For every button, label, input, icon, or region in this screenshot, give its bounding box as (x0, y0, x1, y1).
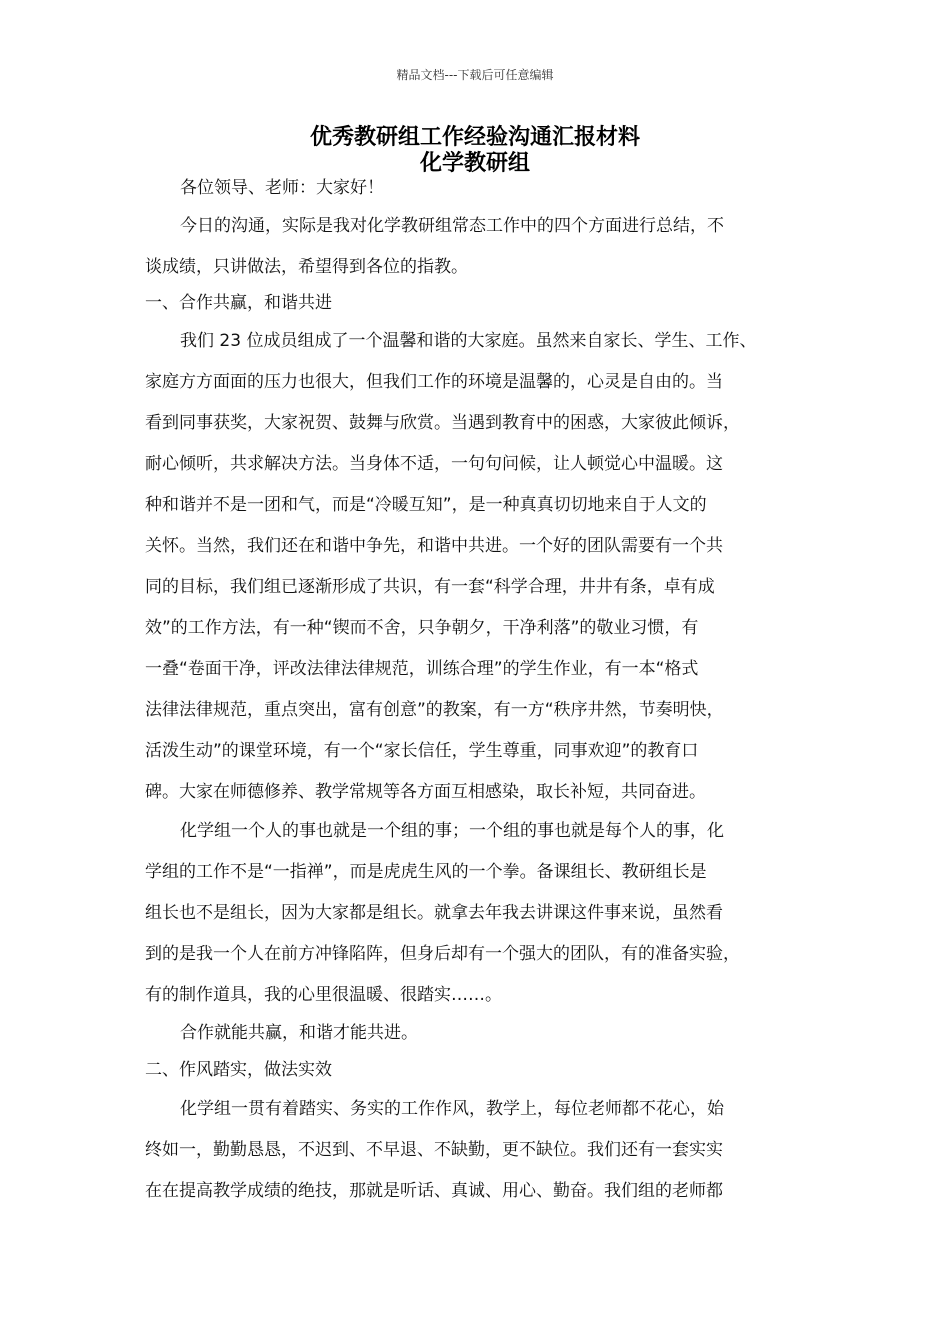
section-heading: 一、合作共赢，和谐共进 (145, 293, 332, 313)
body-line: 碑。大家在师德修养、教学常规等各方面互相感染，取长补短，共同奋进。 (145, 782, 706, 802)
body-line: 在在提高教学成绩的绝技，那就是听话、真诚、用心、勤奋。我们组的老师都 (145, 1181, 723, 1201)
body-line: 看到同事获奖，大家祝贺、鼓舞与欣赏。当遇到教育中的困惑，大家彼此倾诉， (145, 413, 740, 433)
document-title: 优秀教研组工作经验沟通汇报材料 (309, 124, 640, 150)
body-line: 到的是我一个人在前方冲锋陷阵，但身后却有一个强大的团队，有的准备实验， (145, 944, 740, 964)
body-line: 化学组一贯有着踏实、务实的工作作风，教学上，每位老师都不花心，始 (180, 1099, 724, 1119)
body-line: 家庭方方面面的压力也很大，但我们工作的环境是温馨的，心灵是自由的。当 (145, 372, 723, 392)
greeting-line: 各位领导、老师：大家好！ (180, 178, 384, 198)
body-line: 今日的沟通，实际是我对化学教研组常态工作中的四个方面进行总结，不 (180, 216, 724, 236)
body-line: 学组的工作不是“一指禅”，而是虎虎生风的一个拳。备课组长、教研组长是 (145, 862, 707, 882)
body-line: 化学组一个人的事也就是一个组的事；一个组的事也就是每个人的事，化 (180, 821, 724, 841)
section-heading: 二、作风踏实，做法实效 (145, 1060, 332, 1080)
body-line: 活泼生动”的课堂环境，有一个“家长信任，学生尊重，同事欢迎”的教育口 (145, 741, 699, 761)
body-line: 终如一，勤勤恳恳，不迟到、不早退、不缺勤，更不缺位。我们还有一套实实 (145, 1140, 723, 1160)
body-line: 有的制作道具，我的心里很温暖、很踏实……。 (145, 985, 502, 1005)
document-subtitle: 化学教研组 (419, 150, 530, 176)
body-line: 关怀。当然，我们还在和谐中争先，和谐中共进。一个好的团队需要有一个共 (145, 536, 723, 556)
body-line: 合作就能共赢，和谐才能共进。 (180, 1023, 418, 1043)
page-header: 精品文档---下载后可任意编辑 (396, 68, 554, 82)
body-line: 耐心倾听，共求解决方法。当身体不适，一句句问候，让人顿觉心中温暖。这 (145, 454, 723, 474)
body-line: 同的目标，我们组已逐渐形成了共识，有一套“科学合理，井井有条，卓有成 (145, 577, 715, 597)
body-line: 效”的工作方法，有一种“锲而不舍，只争朝夕，干净利落”的敬业习惯，有 (145, 618, 699, 638)
body-line: 谈成绩，只讲做法，希望得到各位的指教。 (145, 257, 468, 277)
body-line: 组长也不是组长，因为大家都是组长。就拿去年我去讲课这件事来说，虽然看 (145, 903, 723, 923)
body-line: 法律法律规范，重点突出，富有创意”的教案，有一方“秩序井然，节奏明快， (145, 700, 724, 720)
body-line: 我们 23 位成员组成了一个温馨和谐的大家庭。虽然来自家长、学生、工作、 (180, 331, 757, 351)
body-line: 一叠“卷面干净，评改法律法律规范，训练合理”的学生作业，有一本“格式 (145, 659, 699, 679)
body-line: 种和谐并不是一团和气，而是“冷暖互知”，是一种真真切切地来自于人文的 (145, 495, 707, 515)
